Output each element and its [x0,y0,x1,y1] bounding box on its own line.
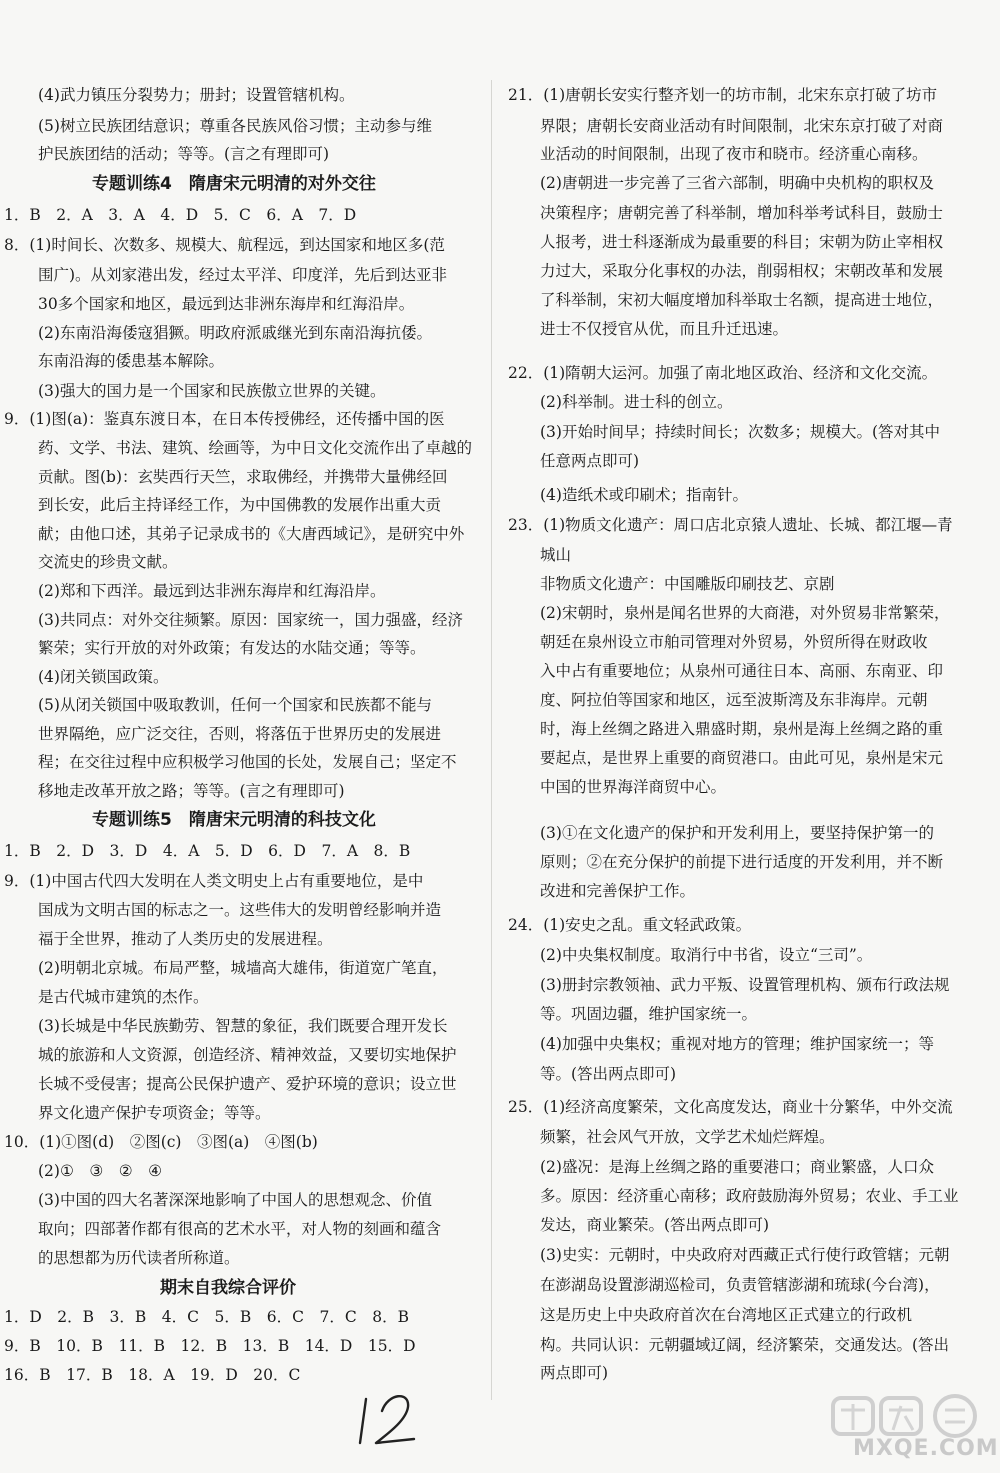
text-line: 发达，商业繁荣。(答出两点即可) [540,1216,770,1234]
section-heading: 专题训练5 隋唐宋元明清的科技文化 [92,810,376,830]
text-line: 朝廷在泉州设立市舶司管理对外贸易，外贸所得在财政收 [540,633,928,651]
text-line: 非物质文化遗产：中国雕版印刷技艺、京剧 [540,575,835,593]
watermark-url: MXQE.COM [853,1436,999,1461]
text-line: 国成为文明古国的标志之一。这些伟大的发明曾经影响并造 [38,901,442,919]
text-line: 中国的世界海洋商贸中心。 [540,778,727,796]
text-line: 度、阿拉伯等国家和地区，远至波斯湾及东非海岸。元朝 [540,691,928,709]
text-line: 界限；唐朝长安商业活动有时间限制，北宋东京打破了对商 [540,117,944,135]
text-line: 要起点，是世界上重要的商贸港口。由此可见，泉州是宋元 [540,749,944,767]
text-line: (2)东南沿海倭寇猖獗。明政府派戚继光到东南沿海抗倭。 [38,324,432,342]
text-line: (3)册封宗教领袖、武力平叛、设置管理机构、颁布行政法规 [540,976,950,994]
text-line: 人报考，进士科逐渐成为最重要的科目；宋朝为防止宰相权 [540,233,944,251]
text-line: 等。(答出两点即可) [540,1065,677,1083]
text-line: (2)郑和下西洋。最远到达非洲东海岸和红海沿岸。 [38,582,386,600]
text-line: (3)中国的四大名著深深地影响了中国人的思想观念、价值 [38,1191,432,1209]
text-line: (2)中央集权制度。取消行中书省，设立“三司”。 [540,946,873,964]
text-line: 护民族团结的活动；等等。(言之有理即可) [38,145,330,163]
text-line: 界文化遗产保护专项资金；等等。 [38,1104,271,1122]
text-line: 时，海上丝绸之路进入鼎盛时期，泉州是海上丝绸之路的重 [540,720,944,738]
text-line: 到长安，此后主持译经工作，为中国佛教的发展作出重大贡 [38,496,442,514]
text-line: 移地走改革开放之路；等等。(言之有理即可) [38,782,345,800]
text-line: (2)明朝北京城。布局严整，城墙高大雄伟，街道宽广笔直， [38,959,448,977]
text-line: 是古代城市建筑的杰作。 [38,988,209,1006]
text-line: 入中占有重要地位；从泉州可通往日本、高丽、东南亚、印 [540,662,944,680]
text-line: 9．(1)图(a)：鉴真东渡日本，在日本传授佛经，还传播中国的医 [4,410,445,428]
text-line: (3)①在文化遗产的保护和开发利用上，要坚持保护第一的 [540,824,934,842]
text-line: 药、文学、书法、建筑、绘画等，为中日文化交流作出了卓越的 [38,439,473,457]
text-line: (2)① ③ ② ④ [38,1162,163,1180]
text-line: 力过大，采取分化事权的办法，削弱相权；宋朝改革和发展 [540,262,944,280]
text-line: 这是历史上中央政府首次在台湾地区正式建立的行政机 [540,1306,913,1324]
text-line: 的思想都为历代读者所称道。 [38,1249,240,1267]
text-line: 9．(1)中国古代四大发明在人类文明史上占有重要地位，是中 [4,872,424,890]
text-line: 改进和完善保护工作。 [540,882,696,900]
text-line: 东南沿海的倭患基本解除。 [38,352,225,370]
text-line: 决策程序；唐朝完善了科举制，增加科举考试科目，鼓励士 [540,204,944,222]
text-line: (5)树立民族团结意识；尊重各民族风俗习惯；主动参与维 [38,117,432,135]
text-line: 10．(1)①图(d) ②图(c) ③图(a) ④图(b) [4,1133,318,1151]
text-line: 城的旅游和人文资源，创造经济、精神效益，又要切实地保护 [38,1046,457,1064]
answer-line: 1．B 2．A 3．A 4．D 5．C 6．A 7．D [4,206,357,224]
text-line: 了科举制，宋初大幅度增加科举取士名额，提高进士地位， [540,291,944,309]
text-line: 交流史的珍贵文献。 [38,553,178,571]
text-line: 30多个国家和地区，最远到达非洲东海岸和红海沿岸。 [38,295,415,313]
text-line: 23．(1)物质文化遗产：周口店北京猿人遗址、长城、都江堰—青 [508,516,953,534]
text-line: 多。原因：经济重心南移；政府鼓励海外贸易；农业、手工业 [540,1187,959,1205]
text-line: (3)史实：元朝时，中央政府对西藏正式行使行政管辖；元朝 [540,1246,950,1264]
text-line: 任意两点即可) [540,452,640,470]
text-line: 繁荣；实行开放的对外政策；有发达的水陆交通；等等。 [38,639,426,657]
text-line: (4)闭关锁国政策。 [38,668,169,686]
text-line: 频繁，社会风气开放，文学艺术灿烂辉煌。 [540,1128,835,1146]
text-line: 程；在交往过程中应积极学习他国的长处，发展自己；坚定不 [38,753,457,771]
text-line: 两点即可) [540,1364,609,1382]
text-line: (3)长城是中华民族勤劳、智慧的象征，我们既要合理开发长 [38,1017,448,1035]
column-divider [491,80,492,1400]
text-line: 构。共同认识：元朝疆域辽阔，经济繁荣，交通发达。(答出 [540,1336,950,1354]
text-line: (3)开始时间早；持续时间长；次数多；规模大。(答对其中 [540,423,941,441]
text-line: 福于全世界，推动了人类历史的发展进程。 [38,930,333,948]
handwritten-page-number [352,1385,432,1450]
text-line: 等。巩固边疆，维护国家统一。 [540,1005,758,1023]
text-line: (2)宋朝时，泉州是闻名世界的大商港，对外贸易非常繁荣， [540,604,950,622]
text-line: 25．(1)经济高度繁荣，文化高度发达，商业十分繁华，中外交流 [508,1098,953,1116]
text-line: (4)造纸术或印刷术；指南针。 [540,486,748,504]
text-line: 21．(1)唐朝长安实行整齐划一的坊市制，北宋东京打破了坊市 [508,86,938,104]
section-heading: 期末自我综合评价 [160,1278,296,1298]
text-line: 22．(1)隋朝大运河。加强了南北地区政治、经济和文化交流。 [508,364,938,382]
text-line: 世界隔绝，应广泛交往，否则，将落伍于世界历史的发展进 [38,725,442,743]
text-line: (4)加强中央集权；重视对地方的管理；维护国家统一；等 [540,1035,934,1053]
answer-line: 9．B 10．B 11．B 12．B 13．B 14．D 15．D [4,1337,416,1355]
text-line: (2)科举制。进士科的创立。 [540,393,733,411]
text-line: (2)唐朝进一步完善了三省六部制，明确中央机构的职权及 [540,174,934,192]
text-line: 24．(1)安史之乱。重文轻武政策。 [508,916,752,934]
text-line: (4)武力镇压分裂势力；册封；设置管辖机构。 [38,86,355,104]
answer-line: 1．D 2．B 3．B 4．C 5．B 6．C 7．C 8．B [4,1308,409,1326]
watermark-logo-icon [815,1392,995,1440]
answer-line: 1．B 2．D 3．D 4．A 5．D 6．D 7．A 8．B [4,842,411,860]
text-line: 围广)。从刘家港出发，经过太平洋、印度洋，先后到达亚非 [38,266,448,284]
watermark [815,1392,999,1470]
text-line: 8．(1)时间长、次数多、规模大、航程远，到达国家和地区多(范 [4,236,445,254]
text-line: 在澎湖岛设置澎湖巡检司，负责管辖澎湖和琉球(今台湾)， [540,1276,940,1294]
text-line: (5)从闭关锁国中吸取教训，任何一个国家和民族都不能与 [38,696,432,714]
text-line: 取向；四部著作都有很高的艺术水平，对人物的刻画和蕴含 [38,1220,442,1238]
text-line: 贡献。图(b)：玄奘西行天竺，求取佛经，并携带大量佛经回 [38,468,448,486]
section-heading: 专题训练4 隋唐宋元明清的对外交往 [92,174,376,194]
text-line: (3)强大的国力是一个国家和民族傲立世界的关键。 [38,382,386,400]
text-line: 城山 [540,546,572,564]
text-line: 长城不受侵害；提高公民保护遗产、爱护环境的意识；设立世 [38,1075,457,1093]
text-line: 业活动的时间限制，出现了夜市和晓市。经济重心南移。 [540,145,928,163]
answer-line: 16．B 17．B 18．A 19．D 20．C [4,1366,301,1384]
text-line: (3)共同点：对外交往频繁。原因：国家统一，国力强盛，经济 [38,611,463,629]
text-line: (2)盛况：是海上丝绸之路的重要港口；商业繁盛，人口众 [540,1158,934,1176]
text-line: 进士不仅授官从优，而且升迁迅速。 [540,320,789,338]
text-line: 献；由他口述，其弟子记录成书的《大唐西域记》，是研究中外 [38,525,465,543]
text-line: 原则；②在充分保护的前提下进行适度的开发利用，并不断 [540,853,944,871]
